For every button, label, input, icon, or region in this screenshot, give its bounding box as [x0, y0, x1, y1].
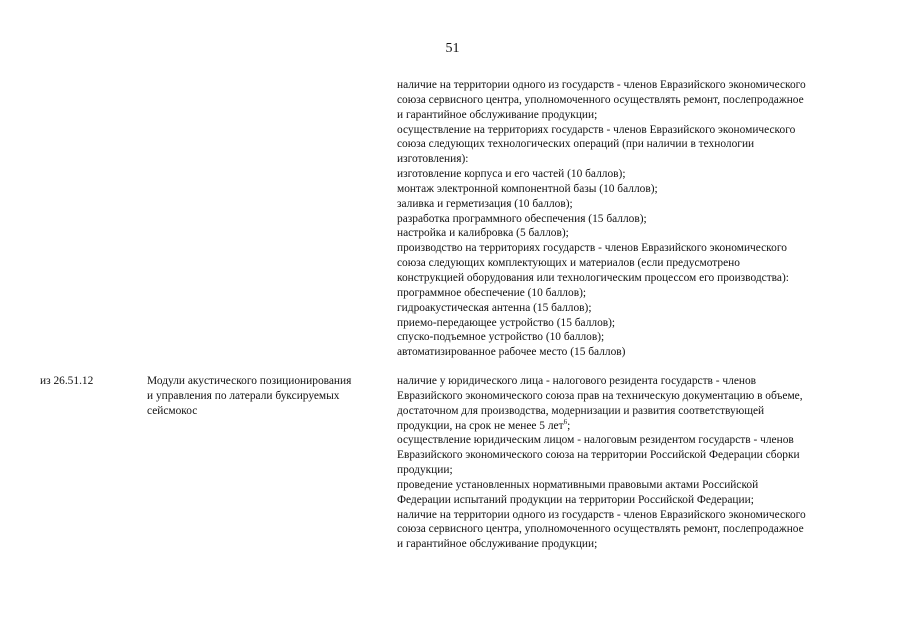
requirement-line: Федерации испытаний продукции на территории Российской Федерации;: [397, 493, 754, 506]
requirement-line: Евразийского экономического союза прав на техническую документацию в объеме,: [397, 389, 803, 402]
requirement-line: наличие на территории одного из государств - членов Евразийского экономического: [397, 79, 806, 91]
requirement-line: союза сервисного центра, уполномоченного осуществлять ремонт, послепродажное: [397, 93, 804, 106]
requirement-line: союза следующих комплектующих и материалов (если предусмотрено: [397, 257, 740, 270]
footnote-marker[interactable]: 6: [563, 417, 568, 426]
product-name-line: Модули акустического позиционирования: [147, 375, 352, 387]
requirement-line: достаточном для производства, модернизации и развития соответствующей: [397, 404, 765, 417]
requirement-line: конструкцией оборудования или технологическим процессом его производства):: [397, 271, 789, 284]
requirement-line: автоматизированное рабочее место (15 баллов): [397, 346, 626, 359]
requirement-line: Евразийского экономического союза на территории Российской Федерации сборки: [397, 449, 800, 462]
requirement-line: изготовления):: [397, 153, 469, 166]
requirement-line: союза следующих технологических операций (при наличии в технологии: [397, 138, 755, 151]
requirements-continuation: [397, 78, 806, 360]
requirement-line-with-footnote: [397, 419, 806, 434]
requirement-line: проведение установленных нормативными правовыми актами Российской: [397, 478, 759, 491]
page-number: 51: [445, 41, 460, 56]
requirement-text: продукции, на срок не менее 5 лет: [397, 419, 564, 432]
product-name-line: и управления по латерали буксируемых: [147, 389, 340, 402]
requirement-line: гидроакустическая антенна (15 баллов);: [397, 301, 592, 314]
requirement-line: продукции;: [397, 464, 453, 477]
requirement-line: осуществление на территориях государств - членов Евразийского экономического: [397, 123, 796, 136]
product-code-text: из 26.51.12: [40, 375, 94, 387]
requirement-line: и гарантийное обслуживание продукции;: [397, 108, 598, 121]
requirement-line: приемо-передающее устройство (15 баллов);: [397, 316, 616, 329]
requirement-line: наличие у юридического лица - налогового резидента государств - членов: [397, 375, 757, 387]
product-name-line: сейсмокос: [147, 404, 198, 417]
requirement-line: и гарантийное обслуживание продукции;: [397, 538, 598, 551]
product-code: [40, 374, 93, 389]
requirement-line: монтаж электронной компонентной базы (10 баллов);: [397, 182, 658, 195]
product-name: [147, 374, 351, 419]
requirement-line: программное обеспечение (10 баллов);: [397, 286, 587, 299]
requirement-line: настройка и калибровка (5 баллов);: [397, 227, 569, 240]
requirement-line: заливка и герметизация (10 баллов);: [397, 197, 573, 210]
requirement-line: спуско-подъемное устройство (10 баллов);: [397, 331, 605, 344]
product-requirements: [397, 374, 806, 552]
requirement-line: разработка программного обеспечения (15 баллов);: [397, 212, 647, 225]
requirement-line: производство на территориях государств - членов Евразийского экономического: [397, 242, 787, 255]
requirement-punctuation: ;: [567, 419, 571, 432]
requirement-line: наличие на территории одного из государств - членов Евразийского экономического: [397, 508, 806, 521]
requirement-line: союза сервисного центра, уполномоченного осуществлять ремонт, послепродажное: [397, 523, 804, 536]
requirement-line: изготовление корпуса и его частей (10 баллов);: [397, 168, 626, 181]
requirement-line: осуществление юридическим лицом - налоговым резидентом государств - членов: [397, 434, 794, 447]
